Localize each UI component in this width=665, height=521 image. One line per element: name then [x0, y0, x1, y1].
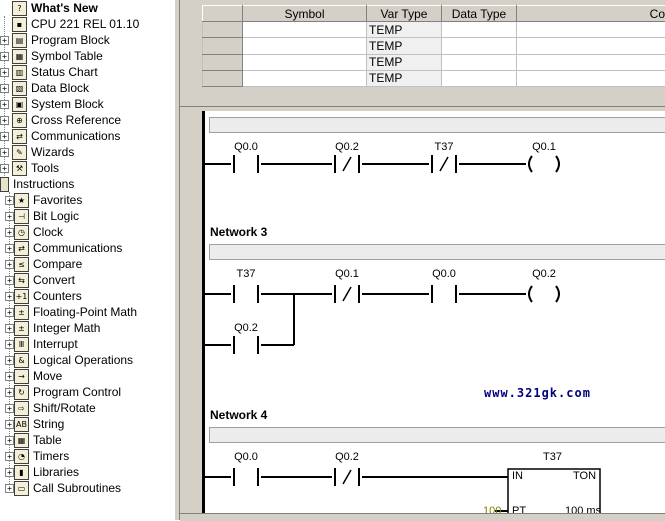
comment-cell[interactable] [517, 54, 665, 70]
tree-item-tools[interactable] [0, 160, 174, 176]
timer-name-label: T37 [543, 451, 562, 463]
network-3-contact-label: T37 [221, 268, 271, 280]
program-block-icon: ▤ [12, 33, 27, 48]
interrupt-icon: Ⅲ [14, 337, 29, 352]
tree-item-communications[interactable] [0, 128, 174, 144]
tree-item-string[interactable] [0, 416, 174, 432]
network-2-contact-negation-slash [343, 157, 351, 171]
tree-item-label: Bit Logic [33, 208, 79, 224]
logical-operations-icon: & [14, 353, 29, 368]
compare-icon: ≤ [14, 257, 29, 272]
var-type-column-header[interactable]: Var Type [367, 6, 442, 22]
network-2-coil-left-arc [529, 156, 532, 172]
system-block-icon: ▣ [12, 97, 27, 112]
tree-item-program-block[interactable] [0, 32, 174, 48]
tree-item-label: String [33, 416, 64, 432]
tree-item-label: Table [33, 432, 62, 448]
expand-icon[interactable]: + [5, 324, 14, 333]
var-table-row[interactable] [203, 70, 665, 86]
var-table-row[interactable] [203, 38, 665, 54]
tree-item-label: Counters [33, 288, 82, 304]
expand-icon[interactable]: + [5, 468, 14, 477]
var-type-cell[interactable]: TEMP [367, 54, 442, 70]
expand-icon[interactable]: + [5, 308, 14, 317]
help-icon: ? [12, 1, 27, 16]
ladder-diagram[interactable] [202, 111, 665, 513]
tree-item-label: Libraries [33, 464, 79, 480]
network-2-coil-label: Q0.1 [519, 141, 569, 153]
row-header [203, 22, 243, 38]
tree-item-wizards[interactable] [0, 144, 174, 160]
timer-preset-value: 100 [483, 505, 501, 513]
timer-type-label: TON [573, 470, 596, 482]
expand-icon[interactable]: + [5, 404, 14, 413]
tree-item-label: CPU 221 REL 01.10 [31, 16, 139, 32]
network-2-contact-label: T37 [419, 141, 469, 153]
tree-item-move[interactable] [0, 368, 174, 384]
tree-item-libraries[interactable] [0, 464, 174, 480]
network-3-comment-bar[interactable] [209, 244, 665, 260]
tree-item-label: Integer Math [33, 320, 100, 336]
comment-column-header[interactable]: Co [517, 6, 665, 22]
timer-time-base: 100 ms [565, 505, 601, 513]
tree-item-convert[interactable] [0, 272, 174, 288]
local-variable-table-frame [180, 0, 665, 107]
table-icon: ▦ [14, 433, 29, 448]
expand-icon[interactable]: + [5, 228, 14, 237]
expand-icon[interactable]: + [5, 420, 14, 429]
instruction-tree[interactable] [0, 0, 174, 520]
data-type-cell[interactable] [442, 70, 517, 86]
expand-icon[interactable]: + [5, 276, 14, 285]
expand-icon[interactable]: + [5, 356, 14, 365]
network-2-contact-negation-slash [440, 157, 448, 171]
tree-item-bit-logic[interactable] [0, 208, 174, 224]
status-chart-icon: ▥ [12, 65, 27, 80]
expand-icon[interactable]: + [0, 52, 9, 61]
tree-item-cpu[interactable] [0, 16, 174, 32]
var-type-cell[interactable]: TEMP [367, 22, 442, 38]
comment-cell[interactable] [517, 38, 665, 54]
network-2-comment-bar[interactable] [209, 117, 665, 133]
timer-pt-label: PT [512, 505, 526, 513]
expand-icon[interactable]: + [5, 260, 14, 269]
tree-item-label: Communications [31, 128, 120, 144]
tree-item-symbol-table[interactable] [0, 48, 174, 64]
tree-item-label: Interrupt [33, 336, 78, 352]
expand-icon[interactable]: + [0, 84, 9, 93]
network-3-coil-label: Q0.2 [519, 268, 569, 280]
integer-math-icon: ± [14, 321, 29, 336]
ladder-canvas [202, 111, 665, 513]
data-block-icon: ▧ [12, 81, 27, 96]
timer-in-label: IN [512, 470, 523, 482]
network-2-contact-label: Q0.2 [322, 141, 372, 153]
call-subroutines-icon: ▭ [14, 481, 29, 496]
communications-icon: ⇄ [12, 129, 27, 144]
tree-item-table[interactable] [0, 432, 174, 448]
expand-icon[interactable]: + [0, 100, 9, 109]
comment-cell[interactable] [517, 70, 665, 86]
tree-item-favorites[interactable] [0, 192, 174, 208]
network-4-contact-label: Q0.0 [221, 451, 271, 463]
string-icon: AB [14, 417, 29, 432]
tree-item-label: Logical Operations [33, 352, 133, 368]
bit-logic-icon: ⊣ [14, 209, 29, 224]
expand-icon[interactable]: + [5, 292, 14, 301]
data-type-cell[interactable] [442, 22, 517, 38]
convert-icon: ⇆ [14, 273, 29, 288]
row-header [203, 38, 243, 54]
expand-icon[interactable]: + [0, 68, 9, 77]
tree-item-communications[interactable] [0, 240, 174, 256]
tree-item-integer-math[interactable] [0, 320, 174, 336]
symbol-cell[interactable] [243, 22, 367, 38]
var-type-cell[interactable]: TEMP [367, 38, 442, 54]
tree-item-label: Program Control [33, 384, 121, 400]
tree-item-label: Status Chart [31, 64, 98, 80]
symbol-table-icon: ▦ [12, 49, 27, 64]
move-icon: → [14, 369, 29, 384]
tree-item-label: System Block [31, 96, 104, 112]
tree-item-label: Convert [33, 272, 75, 288]
tree-item-label: Symbol Table [31, 48, 103, 64]
tree-item-label: Floating-Point Math [33, 304, 137, 320]
network-3-contact-label: Q0.1 [322, 268, 372, 280]
tree-item-call-subroutines[interactable] [0, 480, 174, 496]
expand-icon[interactable]: + [0, 164, 9, 173]
expand-icon[interactable]: + [5, 244, 14, 253]
expand-icon[interactable]: + [0, 132, 9, 141]
shift-rotate-icon: ⇨ [14, 401, 29, 416]
expand-icon[interactable]: + [0, 116, 9, 125]
network-3-contact-negation-slash [343, 287, 351, 301]
tree-item-program-control[interactable] [0, 384, 174, 400]
tree-item-label: Wizards [31, 144, 74, 160]
tree-item-label: Instructions [13, 176, 74, 192]
tools-icon: ⚒ [12, 161, 27, 176]
expand-icon[interactable]: + [5, 388, 14, 397]
row-header-column [203, 6, 243, 22]
tree-item-shift-rotate[interactable] [0, 400, 174, 416]
watermark-text: www.321gk.com [484, 386, 591, 400]
floating-point-icon: ± [14, 305, 29, 320]
power-rail [202, 111, 205, 513]
comment-cell[interactable] [517, 22, 665, 38]
network-3-contact-label: Q0.0 [419, 268, 469, 280]
tree-item-timers[interactable] [0, 448, 174, 464]
tree-item-interrupt[interactable] [0, 336, 174, 352]
expand-icon[interactable]: + [5, 340, 14, 349]
tree-item-label: Program Block [31, 32, 110, 48]
tree-item-label: Timers [33, 448, 69, 464]
tree-item-label: Data Block [31, 80, 89, 96]
network-3-coil-left-arc [529, 286, 532, 302]
tree-item-help[interactable] [0, 0, 174, 16]
counters-icon: +1 [14, 289, 29, 304]
network-3-title: Network 3 [210, 225, 267, 239]
communications-icon: ⇄ [14, 241, 29, 256]
tree-item-label: Call Subroutines [33, 480, 121, 496]
tree-item-status-chart[interactable] [0, 64, 174, 80]
network-4-contact-label: Q0.2 [322, 451, 372, 463]
network-3-branch-contact-label: Q0.2 [221, 322, 271, 334]
data-type-cell[interactable] [442, 54, 517, 70]
tree-item-label: Move [33, 368, 62, 384]
expand-icon[interactable]: + [0, 148, 9, 157]
tree-item-label: Shift/Rotate [33, 400, 96, 416]
network-4-title: Network 4 [210, 408, 267, 422]
tree-item-counters[interactable] [0, 288, 174, 304]
program-editor [180, 0, 665, 520]
network-2-contact-label: Q0.0 [221, 141, 271, 153]
cross-reference-icon: ⊕ [12, 113, 27, 128]
network-4-contact-negation-slash [343, 470, 351, 484]
tree-item-label: What's New [31, 0, 98, 16]
data-type-cell[interactable] [442, 38, 517, 54]
local-variable-table [202, 5, 665, 87]
expand-icon[interactable]: + [0, 36, 9, 45]
tree-item-system-block[interactable] [0, 96, 174, 112]
tree-item-label: Compare [33, 256, 82, 272]
tree-item-floating-point[interactable] [0, 304, 174, 320]
clock-icon: ◷ [14, 225, 29, 240]
expand-icon[interactable]: + [5, 372, 14, 381]
libraries-icon: ▮ [14, 465, 29, 480]
symbol-cell[interactable] [243, 38, 367, 54]
row-header [203, 70, 243, 86]
tree-item-clock[interactable] [0, 224, 174, 240]
tree-item-label: Cross Reference [31, 112, 121, 128]
cpu-icon: ▪ [12, 17, 27, 32]
tree-item-label: Tools [31, 160, 59, 176]
network-3-coil-right-arc [556, 286, 559, 302]
symbol-column-header[interactable]: Symbol [243, 6, 367, 22]
wizards-icon: ✎ [12, 145, 27, 160]
row-header [203, 54, 243, 70]
var-type-cell[interactable]: TEMP [367, 70, 442, 86]
tree-item-compare[interactable] [0, 256, 174, 272]
tree-item-data-block[interactable] [0, 80, 174, 96]
tree-item-cross-reference[interactable] [0, 112, 174, 128]
tree-item-label: Communications [33, 240, 122, 256]
timers-icon: ◔ [14, 449, 29, 464]
expand-icon[interactable]: + [5, 212, 14, 221]
tree-item-instructions[interactable] [0, 176, 174, 192]
expand-icon[interactable]: + [5, 436, 14, 445]
program-control-icon: ↻ [14, 385, 29, 400]
expand-icon[interactable]: + [5, 196, 14, 205]
expand-icon[interactable]: + [5, 452, 14, 461]
data-type-column-header[interactable]: Data Type [442, 6, 517, 22]
symbol-cell[interactable] [243, 70, 367, 86]
tree-item-logical-operations[interactable] [0, 352, 174, 368]
network-2-coil-right-arc [556, 156, 559, 172]
tree-item-label: Clock [33, 224, 63, 240]
folder-icon [0, 177, 9, 192]
favorites-icon: ★ [14, 193, 29, 208]
var-table-row[interactable] [203, 54, 665, 70]
network-4-comment-bar[interactable] [209, 427, 665, 443]
expand-icon[interactable]: + [5, 484, 14, 493]
symbol-cell[interactable] [243, 54, 367, 70]
var-table-row[interactable] [203, 22, 665, 38]
tree-item-label: Favorites [33, 192, 82, 208]
